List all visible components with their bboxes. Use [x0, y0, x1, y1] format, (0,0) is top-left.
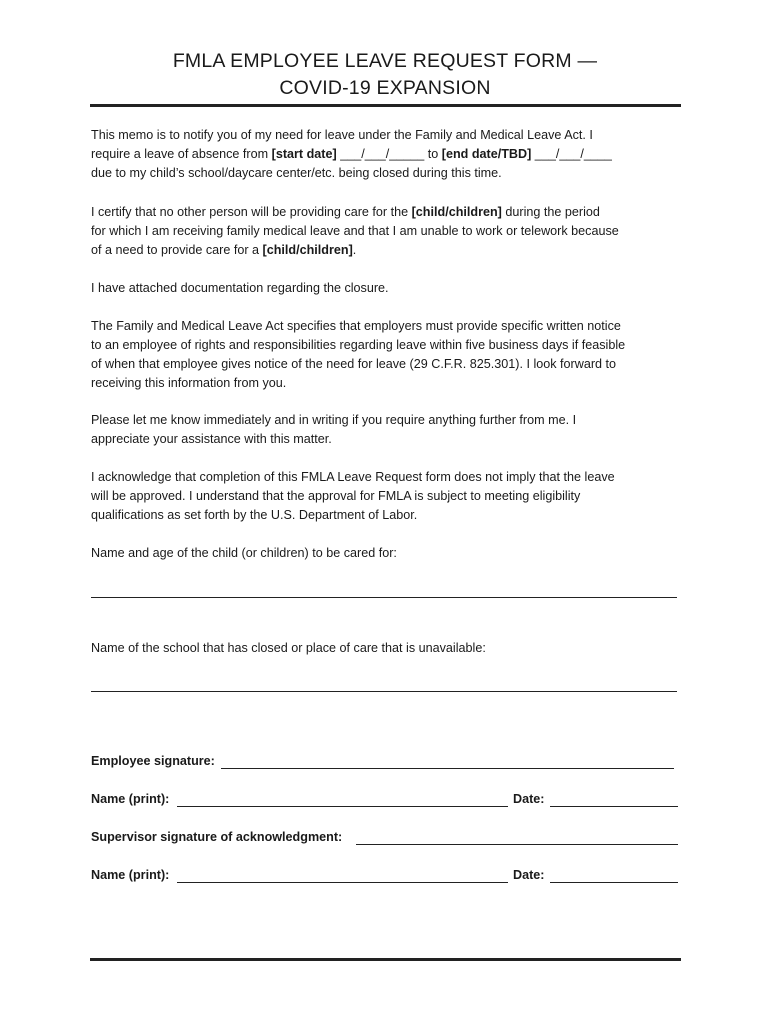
text-line: of a need to provide care for a [child/children]. — [91, 243, 357, 257]
employee-signature-label: Employee signature: — [91, 754, 215, 768]
text-line: appreciate your assistance with this matter. — [91, 432, 332, 446]
text-line: of when that employee gives notice of the need for leave (29 C.F.R. 825.301). I look forward to — [91, 357, 617, 371]
text-line: qualifications as set forth by the U.S. Department of Labor. — [91, 508, 418, 522]
supervisor-name-print-field[interactable] — [177, 882, 508, 883]
employee-date-field[interactable] — [550, 806, 678, 807]
text-line: I certify that no other person will be providing care for the [child/children] during the period — [91, 205, 600, 219]
placeholder-child: [child/children] — [411, 205, 502, 219]
title-rule — [90, 104, 681, 107]
placeholder-child: [child/children] — [262, 243, 353, 257]
text-line: Please let me know immediately and in writing if you require anything further from me. I — [91, 413, 577, 427]
form-title — [90, 48, 680, 102]
paragraph-acknowledge — [91, 468, 687, 525]
supervisor-signature-field[interactable] — [356, 844, 678, 845]
text-line: will be approved. I understand that the approval for FMLA is subject to meeting eligibility — [91, 489, 581, 503]
text-line: This memo is to notify you of my need for leave under the Family and Medical Leave Act. I — [91, 128, 593, 142]
supervisor-name-print-label: Name (print): — [91, 868, 170, 882]
text-line: I acknowledge that completion of this FMLA Leave Request form does not imply that the leave — [91, 470, 615, 484]
paragraph-request — [91, 411, 687, 449]
text-line: The Family and Medical Leave Act specifies that employers must provide specific written notice — [91, 319, 621, 333]
paragraph-fmla-notice — [91, 317, 687, 393]
text-line: I have attached documentation regarding the closure. — [91, 281, 389, 295]
paragraph-certify — [91, 203, 687, 260]
supervisor-signature-label: Supervisor signature of acknowledgment: — [91, 830, 343, 844]
school-name-field[interactable] — [91, 691, 677, 692]
placeholder-start-date: [start date] — [271, 147, 337, 161]
text-line: to an employee of rights and responsibilities regarding leave within five business days if feasible — [91, 338, 626, 352]
school-name-label: Name of the school that has closed or place of care that is unavailable: — [91, 641, 486, 655]
paragraph-documentation — [91, 279, 687, 298]
text-line: for which I am receiving family medical leave and that I am unable to work or telework because — [91, 224, 619, 238]
child-name-age-field[interactable] — [91, 597, 677, 598]
employee-date-label: Date: — [513, 792, 545, 806]
supervisor-date-field[interactable] — [550, 882, 678, 883]
footer-rule — [90, 958, 681, 961]
text-line: due to my child’s school/daycare center/etc. being closed during this time. — [91, 166, 502, 180]
placeholder-end-date: [end date/TBD] — [441, 147, 532, 161]
supervisor-date-label: Date: — [513, 868, 545, 882]
title-line-1: FMLA EMPLOYEE LEAVE REQUEST FORM — — [172, 50, 598, 72]
employee-signature-field[interactable] — [221, 768, 674, 769]
employee-name-print-field[interactable] — [177, 806, 508, 807]
paragraph-notice — [91, 126, 687, 183]
text-line: receiving this information from you. — [91, 376, 287, 390]
child-name-age-label: Name and age of the child (or children) to be cared for: — [91, 546, 397, 560]
title-line-2: COVID-19 EXPANSION — [279, 77, 491, 99]
text-line: require a leave of absence from [start date] ___/___/_____ to [end date/TBD] ___/___/____ — [91, 147, 612, 161]
employee-name-print-label: Name (print): — [91, 792, 170, 806]
